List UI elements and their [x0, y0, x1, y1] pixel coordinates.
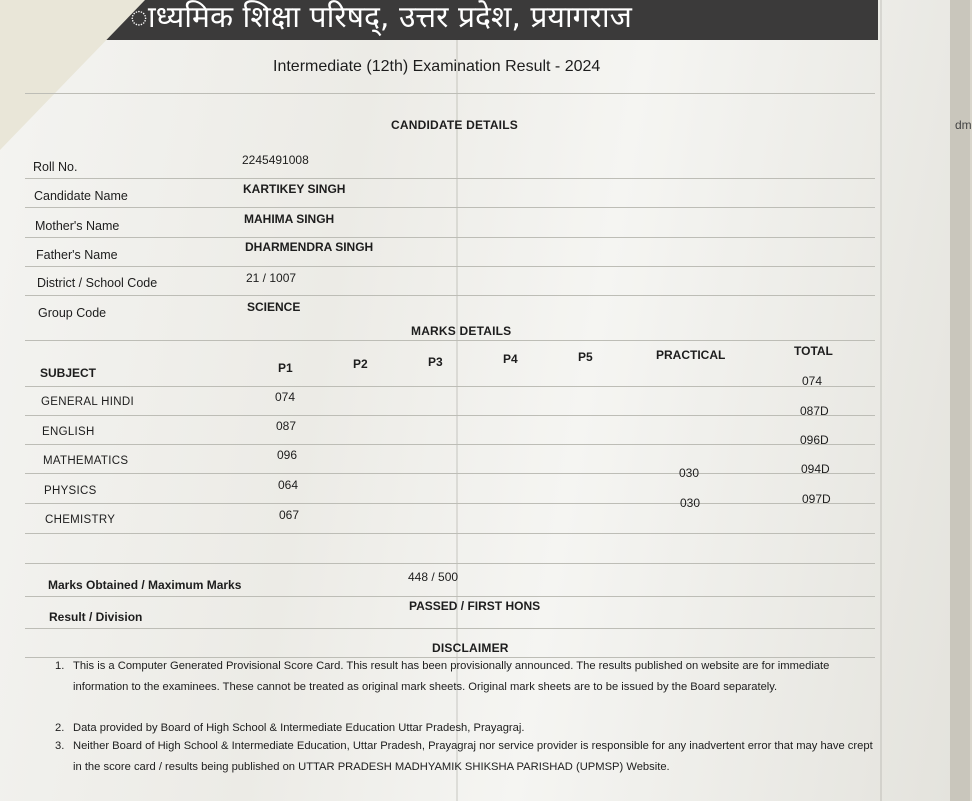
disclaimer-line: in the score card / results being published on UTTAR PRADESH MADHYAMIK SHIKSHA PARISHAD (UPMSP) Website. [73, 761, 670, 773]
candidate-name-label: Candidate Name [34, 189, 128, 203]
divider [25, 386, 875, 387]
result-division-value: PASSED / FIRST HONS [409, 599, 541, 613]
divider [25, 563, 875, 564]
total-mark: 074 [802, 374, 823, 388]
disclaimer-number: 2. [55, 722, 65, 734]
disclaimer-number: 1. [55, 660, 65, 672]
father-name-label: Father's Name [36, 248, 118, 262]
mother-name-value: MAHIMA SINGH [244, 212, 335, 226]
divider [25, 533, 875, 534]
father-name-value: DHARMENDRA SINGH [245, 240, 374, 254]
subject-name: CHEMISTRY [45, 514, 116, 526]
total-mark: 096D [800, 433, 829, 447]
disclaimer-line: Data provided by Board of High School & Intermediate Education Uttar Pradesh, Prayagraj. [73, 722, 525, 734]
divider [25, 295, 875, 296]
disclaimer-item [55, 736, 885, 778]
disclaimer-item [55, 656, 885, 698]
district-school-code-label: District / School Code [37, 276, 158, 290]
edge-text: dm [955, 118, 972, 132]
marks-obtained-label: Marks Obtained / Maximum Marks [48, 578, 242, 592]
subject-header: SUBJECT [40, 366, 97, 380]
divider [25, 415, 875, 416]
divider [25, 340, 875, 341]
district-school-code-value: 21 / 1007 [246, 271, 297, 285]
practical-mark: 030 [680, 496, 701, 510]
p5-header: P5 [578, 350, 593, 364]
candidate-section-title: CANDIDATE DETAILS [391, 118, 518, 132]
divider [25, 503, 875, 504]
total-mark: 097D [802, 492, 831, 506]
divider [25, 207, 875, 208]
page-title: Intermediate (12th) Examination Result - 2024 [273, 58, 601, 75]
group-code-value: SCIENCE [247, 300, 301, 314]
divider [25, 596, 875, 597]
p1-mark: 096 [277, 448, 298, 462]
p1-mark: 064 [278, 478, 299, 492]
disclaimer-line: Neither Board of High School & Intermediate Education, Uttar Pradesh, Prayagraj nor service provider is responsible for any inadvertent error that may have crept [73, 740, 873, 752]
header-banner: ाध्यमिक शिक्षा परिषद्, उत्तर प्रदेश, प्रयागराज [60, 0, 878, 40]
divider [25, 93, 875, 94]
marks-obtained-value: 448 / 500 [408, 570, 459, 584]
disclaimer-line: information to the examinees. These cannot be treated as original mark sheets. Original mark sheets are to be issued by the Board separately. [73, 681, 778, 693]
divider [25, 178, 875, 179]
subject-name: GENERAL HINDI [41, 396, 134, 408]
divider [25, 628, 875, 629]
p1-mark: 067 [279, 508, 300, 522]
total-header: TOTAL [794, 344, 833, 358]
practical-header: PRACTICAL [656, 348, 726, 362]
subject-name: MATHEMATICS [43, 455, 129, 467]
total-mark: 094D [801, 462, 830, 476]
divider [25, 266, 875, 267]
disclaimer-number: 3. [55, 740, 65, 752]
divider [25, 237, 875, 238]
group-code-label: Group Code [38, 306, 107, 320]
p1-mark: 087 [276, 419, 297, 433]
disclaimer-line: This is a Computer Generated Provisional Score Card. This result has been provisionally announced. The results published on website are for immediate [73, 660, 830, 672]
marks-section-title: MARKS DETAILS [411, 324, 512, 338]
subject-name: PHYSICS [44, 485, 97, 497]
subject-name: ENGLISH [42, 426, 95, 438]
roll-no-label: Roll No. [33, 160, 78, 174]
candidate-name-value: KARTIKEY SINGH [243, 182, 346, 196]
disclaimer-title: DISCLAIMER [432, 641, 509, 655]
divider [25, 473, 875, 474]
p3-header: P3 [428, 355, 443, 369]
p1-header: P1 [278, 361, 293, 375]
mother-name-label: Mother's Name [35, 219, 120, 233]
practical-mark: 030 [679, 466, 700, 480]
divider [25, 444, 875, 445]
p4-header: P4 [503, 352, 518, 366]
roll-no-value: 2245491008 [242, 153, 309, 167]
total-mark: 087D [800, 404, 829, 418]
result-division-label: Result / Division [49, 610, 143, 624]
p1-mark: 074 [275, 390, 296, 404]
folded-corner [0, 0, 145, 150]
p2-header: P2 [353, 357, 368, 371]
